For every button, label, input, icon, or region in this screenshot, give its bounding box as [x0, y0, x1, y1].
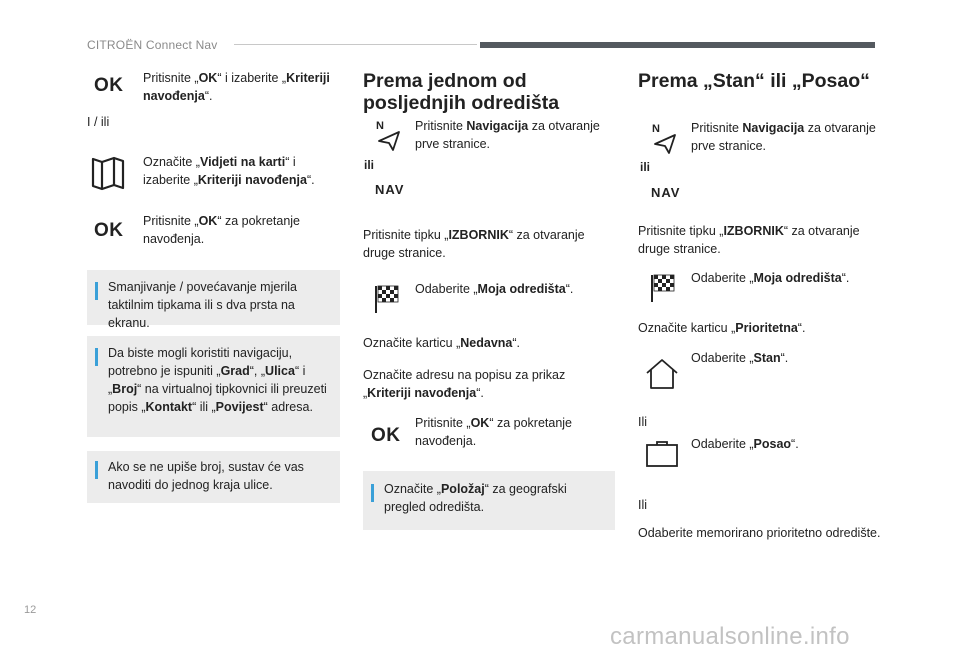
- home-icon: [645, 358, 679, 390]
- page-number: 12: [24, 604, 37, 616]
- col2-step4: Označite karticu „Nedavna“.: [363, 336, 521, 350]
- or-label: ili: [640, 160, 651, 174]
- header-bar: [480, 42, 875, 48]
- watermark: carmanualsonline.info: [610, 623, 850, 649]
- info-note-icon: [95, 282, 98, 300]
- briefcase-icon: [645, 440, 679, 468]
- col3-step4: Označite karticu „Prioritetna“.: [638, 321, 806, 335]
- col3-step6: Odaberite „Posao“.: [691, 437, 799, 451]
- header-title: CITROËN Connect Nav: [87, 38, 218, 52]
- info-note-icon: [371, 484, 374, 502]
- section-title: Prema „Stan“ ili „Posao“: [638, 70, 870, 92]
- checkered-flag-icon: [373, 284, 401, 314]
- map-book-icon: [90, 155, 126, 191]
- info-note: [87, 270, 340, 331]
- note-text: Označite „Položaj“ za geografski pregled odredišta.: [384, 482, 567, 515]
- info-note: [87, 451, 340, 503]
- col3-step5: Odaberite „Stan“.: [691, 351, 789, 365]
- ok-icon: OK: [94, 220, 124, 241]
- nav-icon: NAV: [375, 182, 405, 197]
- col2-step3: Odaberite „Moja odredišta“.: [415, 282, 574, 296]
- note-text: Da biste mogli koristiti navigaciju, potrebno je ispuniti „Grad“, „Ulica“ i „Broj“ na virtualnoj tipkovnici ili preuzeti popis „Kontakt“ ili „Povijest“ adresa.: [108, 346, 327, 415]
- col3-step2: Pritisnite tipku „IZBORNIK“ za otvaranje druge stranice.: [638, 224, 860, 257]
- compass-icon: [652, 133, 678, 155]
- checkered-flag-icon: [649, 273, 677, 303]
- col3-or2: Ili: [638, 498, 648, 512]
- ok-icon: OK: [371, 425, 401, 446]
- col3-step1: Pritisnite Navigacija za otvaranje prve stranice.: [691, 121, 876, 154]
- info-note: [363, 471, 615, 530]
- note-text: Ako se ne upiše broj, sustav će vas navoditi do jednog kraja ulice.: [108, 460, 304, 493]
- col3-step7: Odaberite memorirano prioritetno odredište.: [638, 526, 881, 540]
- info-note-icon: [95, 461, 98, 479]
- note-text: Smanjivanje / povećavanje mjerila taktilnim tipkama ili s dva prsta na ekranu.: [108, 280, 297, 331]
- info-note: [87, 336, 340, 437]
- compass-icon: [376, 130, 402, 152]
- col3-or1: Ili: [638, 415, 648, 429]
- col1-step3: Pritisnite „OK“ za pokretanje navođenja.: [143, 214, 301, 247]
- col1-or: I / ili: [87, 115, 110, 129]
- col2-step2: Pritisnite tipku „IZBORNIK“ za otvaranje druge stranice.: [363, 228, 585, 261]
- ok-icon: OK: [94, 75, 124, 96]
- header-divider: [234, 44, 477, 45]
- or-label: ili: [364, 158, 375, 172]
- section-title: Prema jednom od posljednjih odredišta: [363, 70, 560, 115]
- col2-step5: Označite adresu na popisu za prikaz „Kriteriji navođenja“.: [363, 368, 566, 401]
- col1-step1: Pritisnite „OK“ i izaberite „Kriteriji navođenja“.: [143, 71, 330, 104]
- col2-step1: Pritisnite Navigacija za otvaranje prve stranice.: [415, 119, 600, 152]
- col1-step2: Označite „Vidjeti na karti“ i izaberite „Kriteriji navođenja“.: [143, 155, 315, 188]
- nav-icon: NAV: [651, 185, 681, 200]
- col2-step6: Pritisnite „OK“ za pokretanje navođenja.: [415, 416, 573, 449]
- info-note-icon: [95, 348, 98, 366]
- col3-step3: Odaberite „Moja odredišta“.: [691, 271, 850, 285]
